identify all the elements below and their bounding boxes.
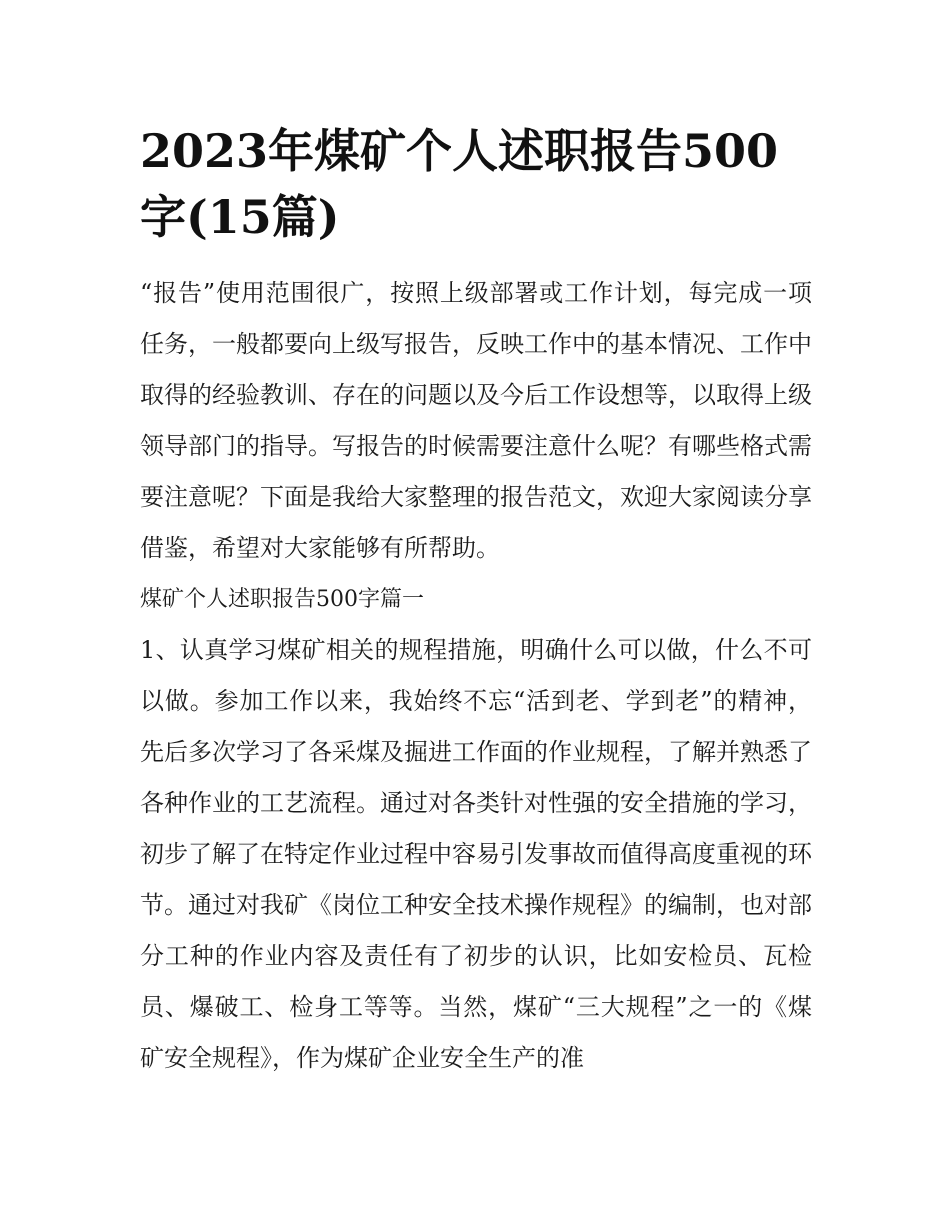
- body-paragraph: 1、认真学习煤矿相关的规程措施，明确什么可以做，什么不可以做。参加工作以来，我始终不忘“活到老、学到老”的精神，先后多次学习了各采煤及掘进工作面的作业规程，了解并熟悉了各种作业的工艺流程。通过对各类针对性强的安全措施的学习，初步了解了在特定作业过程中容易引发事故而值得高度重视的环节。通过对我矿《岗位工种安全技术操作规程》的编制，也对部分工种的作业内容及责任有了初步的认识，比如安检员、瓦检员、爆破工、检身工等等。当然，煤矿“三大规程”之一的《煤矿安全规程》，作为煤矿企业安全生产的准: [140, 636, 812, 1072]
- intro-paragraph: “报告”使用范围很广，按照上级部署或工作计划，每完成一项任务，一般都要向上级写报告，反映工作中的基本情况、工作中取得的经验教训、存在的问题以及今后工作设想等，以取得上级领导部门的指导。写报告的时候需要注意什么呢？有哪些格式需要注意呢？下面是我给大家整理的报告范文，欢迎大家阅读分享借鉴，希望对大家能够有所帮助。: [140, 279, 812, 562]
- document-title: 2023年煤矿个人述职报告500字(15篇): [140, 124, 779, 244]
- document-body: [140, 268, 812, 1084]
- document-page: [140, 118, 812, 1084]
- section-heading: 煤矿个人述职报告500字篇一: [140, 587, 424, 612]
